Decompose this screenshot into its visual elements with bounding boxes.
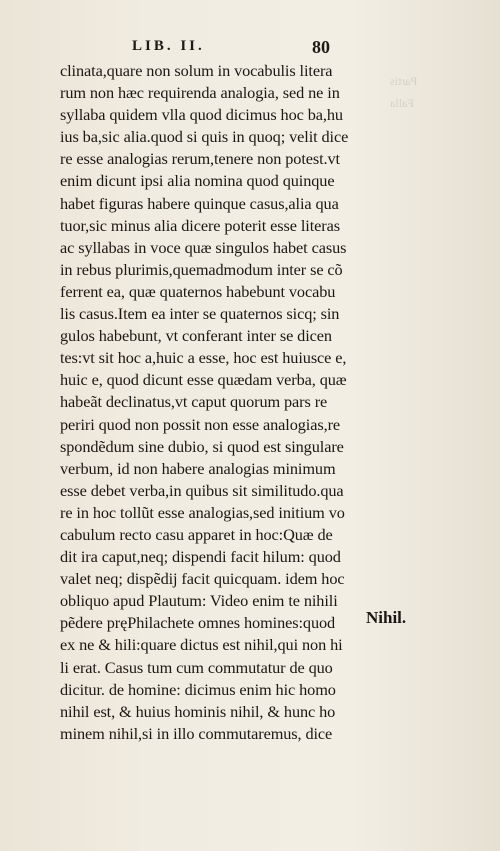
text-line: syllaba quidem vlla quod dicimus hoc ba,hu: [60, 105, 343, 125]
text-line: enim dicunt ipsi alia nomina quod quinque: [60, 171, 335, 191]
text-line: re esse analogias rerum,tenere non potest.vt: [60, 149, 340, 169]
bleed-through-line: Falla: [390, 96, 414, 110]
text-line: ex ne & hili:quare dictus est nihil,qui non hi: [60, 635, 343, 655]
page-number: 80: [312, 37, 330, 57]
text-line: pẽdere pręPhilachete omnes homines:quod: [60, 613, 336, 633]
text-line: dicitur. de homine: dicimus enim hic homo: [60, 679, 336, 699]
text-line: tuor,sic minus alia dicere poterit esse literas: [60, 215, 340, 235]
text-line: spondẽdum sine dubio, si quod est singulare: [60, 436, 344, 456]
text-line: ac syllabas in voce quæ singulos habet casus: [60, 237, 347, 257]
text-line: habet figuras habere quinque casus,alia qua: [60, 193, 339, 213]
text-line: ius ba,sic alia.quod si quis in quoq; velit dice: [60, 127, 349, 147]
text-line: rum non hæc requirenda analogia, sed ne in: [60, 83, 340, 103]
bleed-through-text: [390, 70, 460, 150]
marginal-note: Nihil.: [366, 608, 407, 627]
text-line: cabulum recto casu apparet in hoc:Quæ de: [60, 524, 333, 544]
text-line: in rebus plurimis,quemadmodum inter se cõ: [60, 259, 343, 279]
text-line: verbum, id non habere analogias minimum: [60, 458, 336, 478]
running-head: LIB. II.: [132, 38, 205, 54]
text-line: gulos habebunt, vt conferant inter se dicen: [60, 326, 332, 346]
text-line: huic e, quod dicunt esse quædam verba, quæ: [60, 370, 347, 390]
body-text: [60, 60, 360, 745]
text-line: tes:vt sit hoc a,huic a esse, hoc est huiusce e,: [60, 348, 347, 368]
text-line: lis casus.Item ea inter se quaternos sicq; sin: [60, 304, 340, 324]
text-line: periri quod non possit non esse analogias,re: [60, 414, 341, 434]
text-line: clinata,quare non solum in vocabulis litera: [60, 61, 333, 80]
bleed-through-line: Partis: [390, 74, 418, 88]
text-line: li erat. Casus tum cum commutatur de quo: [60, 657, 333, 677]
text-line: obliquo apud Plautum: Video enim te nihili: [60, 591, 338, 611]
page-header: [0, 38, 500, 62]
text-line: habeãt declinatus,vt caput quorum pars re: [60, 392, 328, 412]
text-line: re in hoc tollũt esse analogias,sed initium vo: [60, 502, 345, 522]
text-line: nihil est, & huius hominis nihil, & hunc ho: [60, 701, 336, 721]
text-line: dit ira caput,neq; dispendi facit hilum: quod: [60, 547, 341, 567]
text-line: esse debet verba,in quibus sit similitudo.qua: [60, 480, 344, 500]
text-line: minem nihil,si in illo commutaremus, dice: [60, 723, 333, 743]
text-line: valet neq; dispẽdij facit quicquam. idem hoc: [60, 569, 345, 589]
text-line: ferrent ea, quæ quaternos habebunt vocabu: [60, 281, 336, 301]
